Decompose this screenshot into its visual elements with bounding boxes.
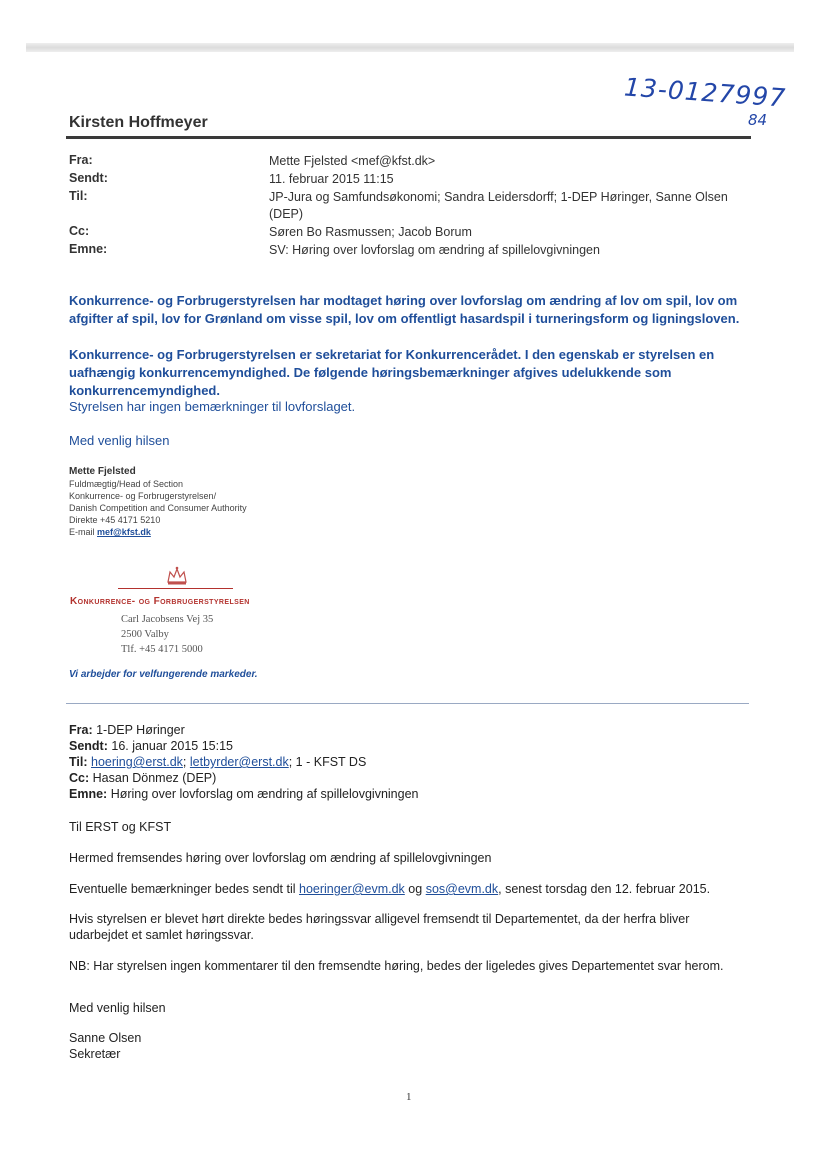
signature-email-link[interactable]: mef@kfst.dk [97, 527, 151, 537]
address-block [121, 612, 213, 657]
fwd-from-label: Fra: [69, 723, 93, 737]
fwd-from-value: 1-DEP Høringer [96, 723, 185, 737]
reply-closing: Med venlig hilsen [69, 433, 170, 448]
fwd-cc-value: Hasan Dönmez (DEP) [92, 771, 217, 785]
fwd-cc-label: Cc: [69, 771, 90, 785]
sender-title: Sekretær [69, 1047, 121, 1061]
fwd-from-row [69, 722, 418, 738]
slogan: Vi arbejder for velfungerende markeder. [69, 669, 258, 680]
address-phone: Tlf. +45 4171 5000 [121, 644, 203, 655]
fwd-to-link-1[interactable]: hoering@erst.dk [91, 755, 183, 769]
subject-value: SV: Høring over lovforslag om ændring af spillelovgivningen [269, 243, 600, 257]
sos-email-link[interactable]: sos@evm.dk [425, 882, 499, 896]
fwd-to-label: Til: [69, 755, 88, 769]
fwd-subject-row [69, 786, 418, 802]
fwd-to-row [69, 754, 418, 770]
address-street: Carl Jacobsens Vej 35 [121, 614, 214, 625]
fwd-cc-row [69, 770, 418, 786]
p2-post: , senest torsdag den 12. februar 2015. [498, 882, 711, 896]
signature-block [69, 466, 247, 538]
fwd-to-link-2[interactable]: letbyrder@erst.dk [189, 755, 289, 769]
mailbox-owner: Kirsten Hoffmeyer [69, 114, 208, 131]
signature-email-label: E-mail [69, 527, 95, 537]
handwritten-case-number: 13-0127997 [623, 72, 788, 113]
signature-org-da: Konkurrence- og Forbrugerstyrelsen/ [69, 491, 217, 501]
from-value: Mette Fjelsted <mef@kfst.dk> [269, 154, 436, 168]
logo-wordmark: Konkurrence- og Forbrugerstyrelsen [70, 596, 250, 607]
sent-label: Sendt: [69, 171, 108, 185]
sender-name: Sanne Olsen [69, 1031, 142, 1045]
signature-direct: Direkte +45 4171 5210 [69, 515, 161, 525]
from-label: Fra: [69, 153, 93, 167]
original-closing: Med venlig hilsen [69, 1001, 166, 1015]
hoeringer-email-link[interactable]: hoeringer@evm.dk [299, 882, 405, 896]
signature-org-en: Danish Competition and Consumer Authority [69, 503, 247, 513]
to-value: JP-Jura og Samfundsøkonomi; Sandra Leidersdorff; 1-DEP Høringer, Sanne Olsen (DEP) [269, 190, 728, 221]
cc-label: Cc: [69, 224, 90, 238]
scan-artifact-bar [26, 43, 794, 52]
original-paragraph-1: Hermed fremsendes høring over lovforslag om ændring af spillelovgivningen [69, 851, 492, 865]
original-sender [69, 1030, 749, 1062]
fwd-subject-label: Emne: [69, 787, 108, 801]
fwd-to-separator: ; [182, 755, 187, 769]
original-paragraph-3: Hvis styrelsen er blevet hørt direkte bedes høringssvar alligevel fremsendt til Departementet, da der herfra bliver udarbejdet et samlet høringssvar. [69, 912, 690, 942]
reply-paragraph-2: Konkurrence- og Forbrugerstyrelsen er sekretariat for Konkurrencerådet. I den egenskab er styrelsen en uafhængig konkurrencemyndighed. De følgende høringsbemærkninger afgives udelukkende som konkurrencemyndighed. [69, 347, 715, 398]
original-paragraph-4: NB: Har styrelsen ingen kommentarer til den fremsendte høring, bedes der ligeledes gives Departementet svar herom. [69, 959, 724, 973]
address-city: 2500 Valby [121, 629, 169, 640]
handwritten-mark: 84 [748, 111, 768, 129]
forwarded-header [69, 722, 418, 802]
p2-mid: og [408, 882, 423, 896]
signature-name: Mette Fjelsted [69, 466, 136, 477]
page-number: 1 [406, 1091, 412, 1103]
fwd-to-rest: ; 1 - KFST DS [288, 755, 367, 769]
subject-label: Emne: [69, 242, 108, 256]
p2-pre: Eventuelle bemærkninger bedes sendt til [69, 882, 296, 896]
fwd-sent-label: Sendt: [69, 739, 108, 753]
cc-value: Søren Bo Rasmussen; Jacob Borum [269, 225, 472, 239]
signature-title: Fuldmægtig/Head of Section [69, 479, 184, 489]
reply-paragraph-3: Styrelsen har ingen bemærkninger til lovforslaget. [69, 399, 356, 414]
fwd-sent-row [69, 738, 418, 754]
sent-value: 11. februar 2015 11:15 [269, 172, 394, 186]
signature-email-row [69, 526, 247, 538]
original-greeting: Til ERST og KFST [69, 820, 172, 834]
original-paragraph-2 [69, 881, 749, 897]
logo-rule [118, 588, 233, 589]
forward-separator [66, 703, 749, 705]
fwd-sent-value: 16. januar 2015 15:15 [111, 739, 234, 753]
header-rule [66, 136, 751, 139]
to-label: Til: [69, 189, 88, 203]
reply-paragraph-1: Konkurrence- og Forbrugerstyrelsen har modtaget høring over lovforslag om ændring af lov om spil, lov om afgifter af spil, lov for Grønland om visse spil, lov om offentligt hasardspil i turneringsform og ligningsloven. [69, 293, 740, 326]
fwd-subject-value: Høring over lovforslag om ændring af spillelovgivningen [110, 787, 419, 801]
